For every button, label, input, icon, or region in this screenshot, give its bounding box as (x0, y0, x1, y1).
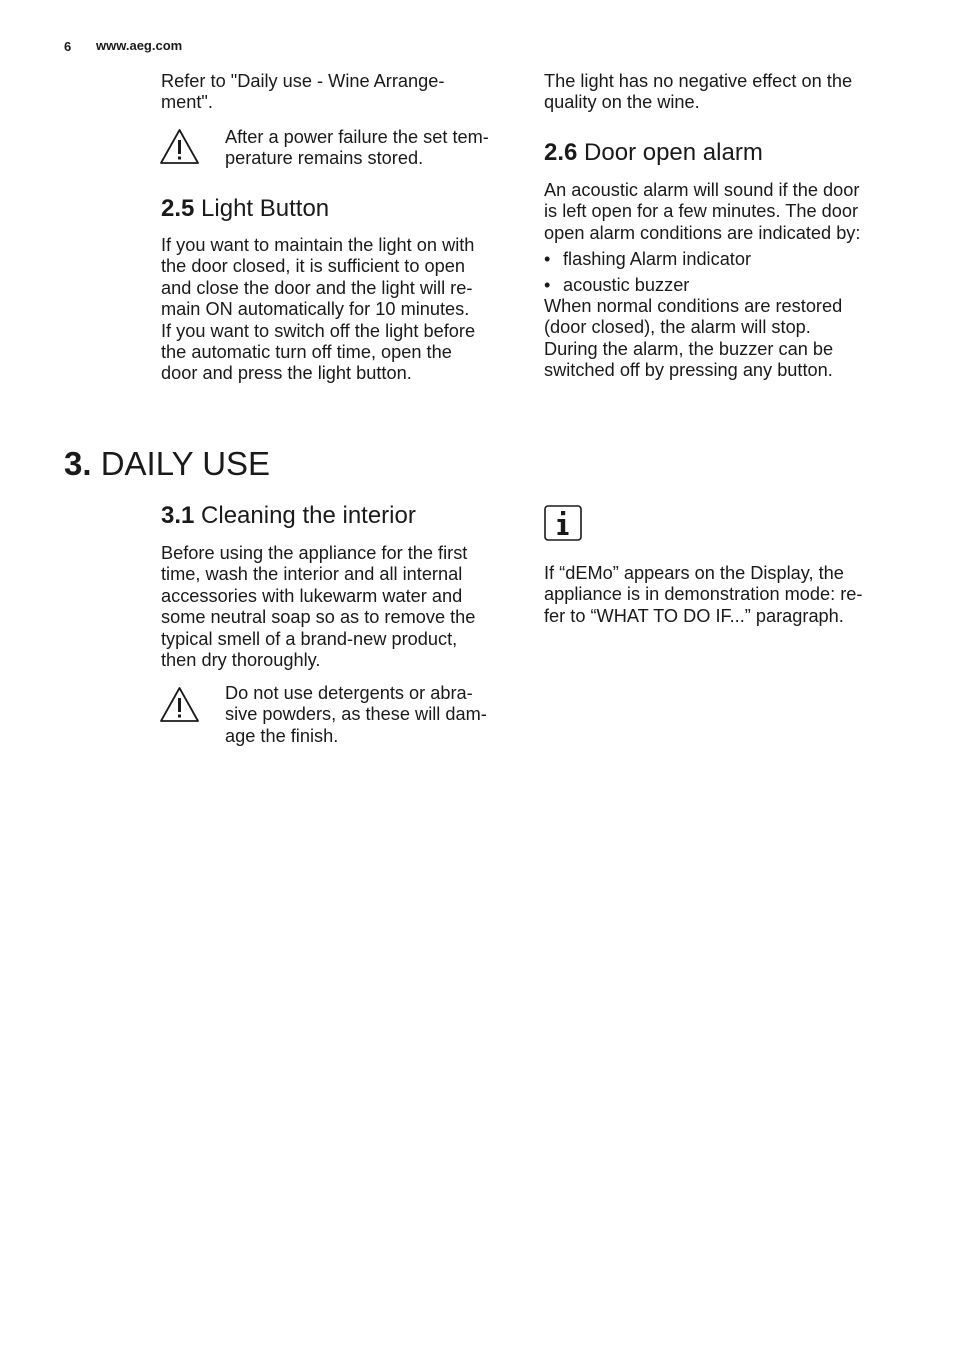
text-line: time, wash the interior and all internal (161, 564, 463, 585)
text-line: the door closed, it is sufficient to open (161, 256, 465, 277)
text-line: fer to “WHAT TO DO IF...” paragraph. (544, 605, 844, 626)
list-item (544, 275, 689, 296)
text-line: sive powders, as these will dam- (225, 704, 487, 725)
text-line: some neutral soap so as to remove the (161, 607, 476, 628)
text-line: ment". (161, 92, 213, 113)
text-line: When normal conditions are restored (544, 296, 843, 316)
demo-mode-note (544, 563, 862, 627)
section-number: 3.1 (161, 502, 195, 529)
section-heading-2-5 (161, 195, 329, 223)
text-line: An acoustic alarm will sound if the door (544, 180, 860, 200)
text-line: Before using the appliance for the first (161, 543, 468, 563)
page-number: 6 (64, 39, 72, 54)
list-item-text: flashing Alarm indicator (563, 249, 752, 269)
text-line: If “dEMo” appears on the Display, the (544, 563, 844, 583)
text-line: (door closed), the alarm will stop. (544, 317, 811, 338)
text-line: If you want to switch off the light before (161, 320, 476, 341)
text-line: typical smell of a brand-new product, (161, 628, 458, 649)
light-button-paragraph (161, 235, 475, 385)
section-title: Light Button (201, 195, 330, 222)
alarm-outro-paragraph (544, 296, 842, 382)
section-heading-2-6 (544, 139, 763, 167)
text-line: If you want to maintain the light on with (161, 235, 475, 255)
text-line: then dry thoroughly. (161, 650, 321, 671)
text-line: During the alarm, the buzzer can be (544, 338, 834, 359)
text-line: open alarm conditions are indicated by: (544, 222, 861, 243)
text-line: and close the door and the light will re- (161, 277, 473, 298)
warning-triangle-icon (159, 686, 200, 723)
text-line: switched off by pressing any button. (544, 360, 833, 381)
light-effect-paragraph (544, 71, 852, 114)
chapter-number: 3. (64, 445, 92, 482)
header-url: www.aeg.com (96, 38, 183, 53)
text-line: door and press the light button. (161, 363, 412, 384)
text-line: the automatic turn off time, open the (161, 342, 452, 363)
warning-triangle-icon (159, 128, 200, 165)
text-line: appliance is in demonstration mode: re- (544, 584, 863, 605)
alarm-intro-paragraph (544, 180, 860, 244)
text-line: accessories with lukewarm water and (161, 585, 463, 606)
section-title: Door open alarm (584, 139, 763, 166)
section-number: 2.6 (544, 139, 578, 166)
text-line: age the finish. (225, 725, 339, 746)
section-heading-3-1 (161, 502, 416, 530)
list-item-text: acoustic buzzer (563, 275, 690, 295)
text-line: quality on the wine. (544, 92, 700, 113)
text-line: Do not use detergents or abra- (225, 683, 473, 703)
text-line: is left open for a few minutes. The door (544, 201, 859, 222)
text-line: perature remains stored. (225, 148, 424, 169)
power-failure-warning (225, 127, 489, 170)
text-line: main ON automatically for 10 minutes. (161, 299, 470, 320)
text-line: Refer to "Daily use - Wine Arrange- (161, 71, 445, 91)
bullet-icon: • (544, 275, 551, 295)
text-line: The light has no negative effect on the (544, 71, 853, 91)
bullet-icon: • (544, 249, 551, 269)
detergent-warning (225, 683, 487, 747)
info-icon (544, 505, 582, 541)
section-title: Cleaning the interior (201, 502, 416, 529)
refer-paragraph (161, 71, 444, 114)
list-item (544, 249, 751, 270)
cleaning-paragraph (161, 543, 475, 671)
chapter-title: DAILY USE (100, 445, 271, 482)
section-number: 2.5 (161, 195, 195, 222)
chapter-heading (64, 445, 270, 483)
text-line: After a power failure the set tem- (225, 127, 489, 147)
